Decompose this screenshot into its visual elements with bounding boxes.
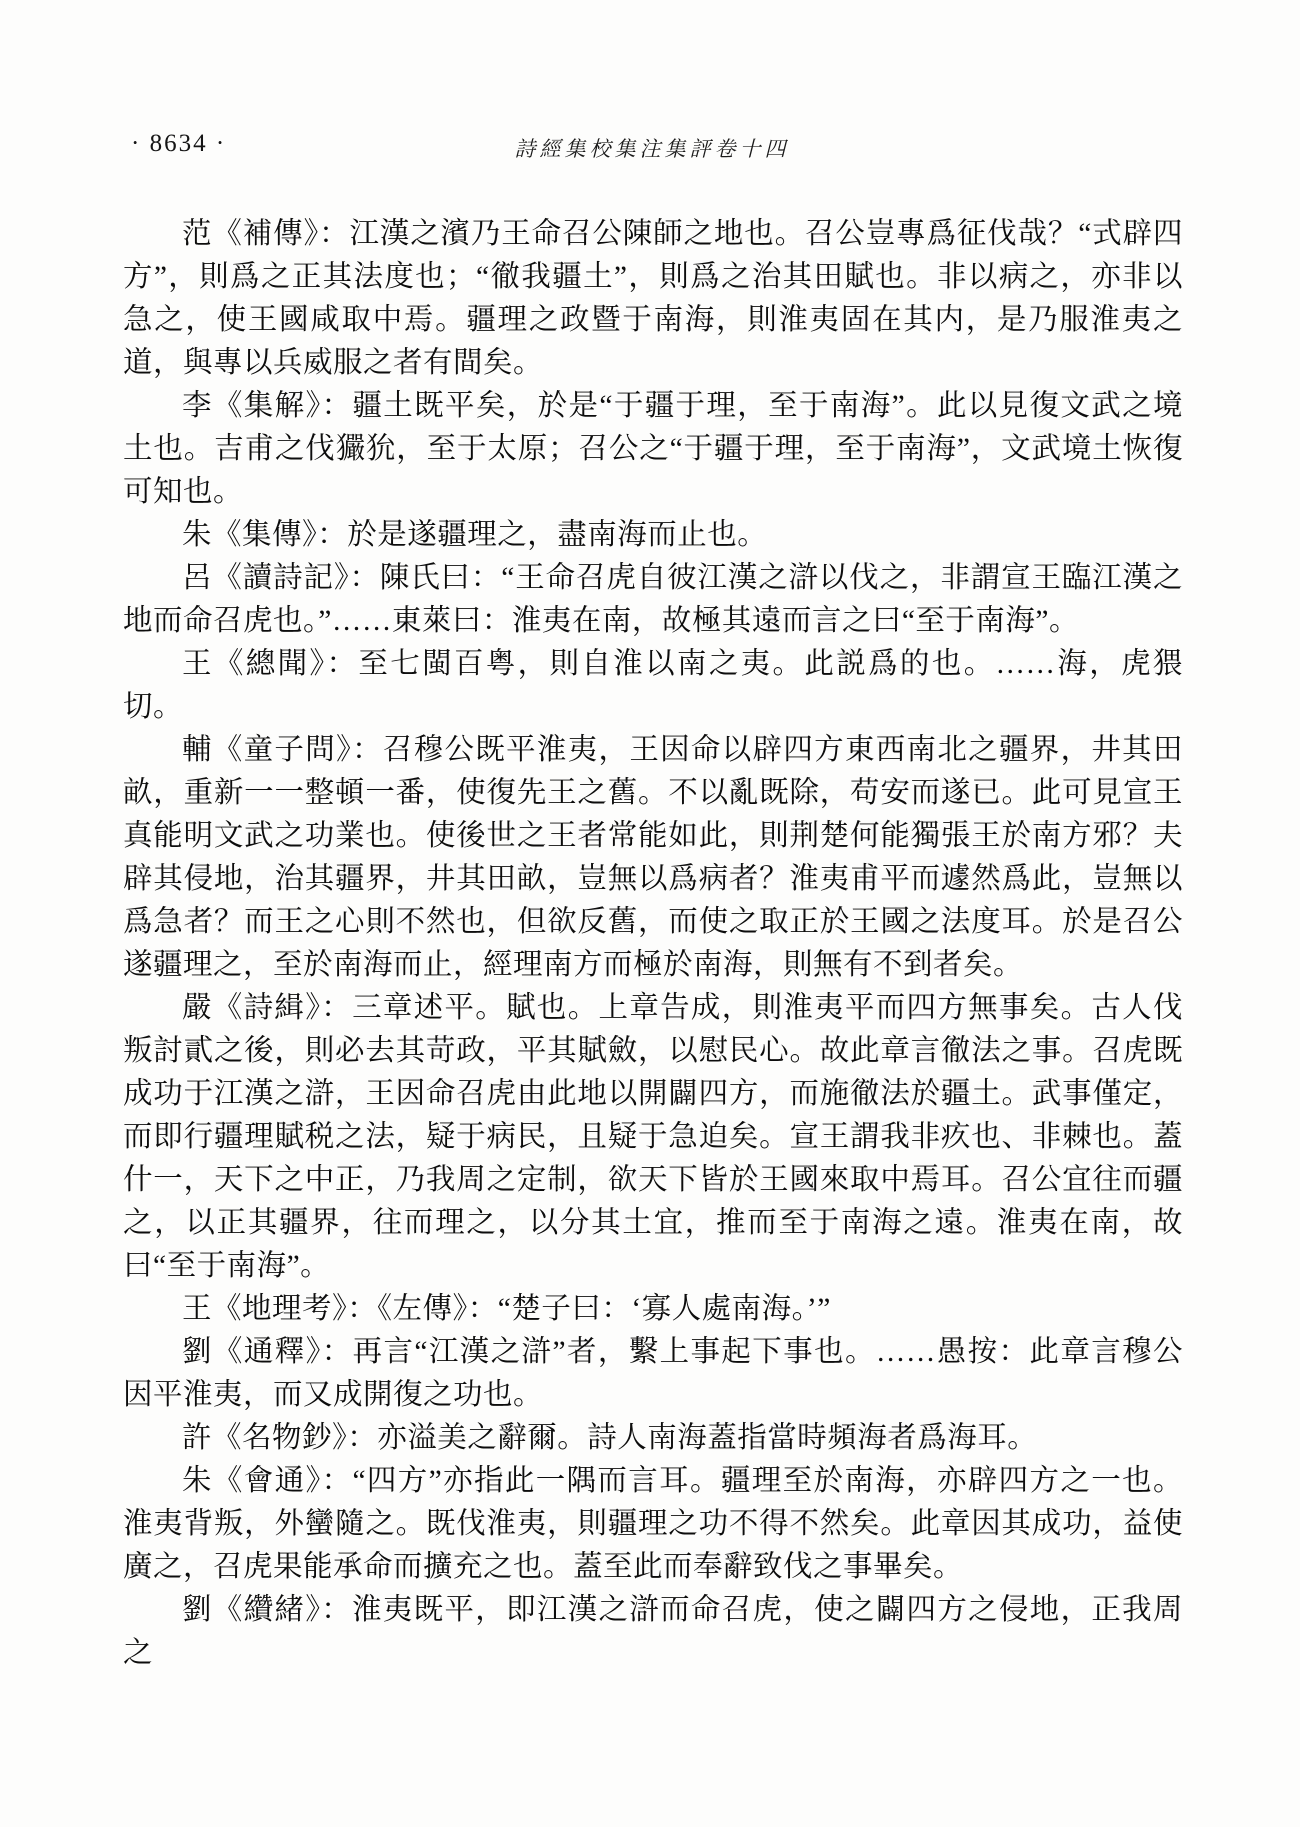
- commentary-paragraph: 朱《集傳》：於是遂疆理之，盡南海而止也。: [182, 519, 768, 551]
- commentary-paragraph: 王《總聞》：至七閩百粤，則自淮以南之夷。此説爲的也。……海，虎猥切。: [123, 648, 1183, 723]
- commentary-paragraph: 許《名物鈔》：亦溢美之辭爾。詩人南海蓋指當時頻海者爲海耳。: [182, 1422, 1038, 1454]
- commentary-paragraph: 李《集解》：疆土既平矣，於是“于疆于理，至于南海”。此以見復文武之境土也。吉甫之伐玁狁，至于太原；召公之“于疆于理，至于南海”，文武境土恢復可知也。: [123, 390, 1183, 508]
- commentary-paragraph: 輔《童子問》：召穆公既平淮夷，王因命以辟四方東西南北之疆界，井其田畝，重新一一整頓一番，使復先王之舊。不以亂既除，苟安而遂已。此可見宣王真能明文武之功業也。使後世之王者常能如此，則荆楚何能獨張王於南方邪？夫辟其侵地，治其疆界，井其田畝，豈無以爲病者？淮夷甫平而遽然爲此，豈無以爲急者？而王之心則不然也，但欲反舊，而使之取正於王國之法度耳。於是召公遂疆理之，至於南海而止，經理南方而極於南海，則無有不到者矣。: [123, 734, 1183, 981]
- commentary-paragraph: 劉《纘緒》：淮夷既平，即江漢之滸而命召虎，使之闢四方之侵地，正我周之: [123, 1594, 1183, 1669]
- running-header: [123, 126, 1181, 162]
- commentary-paragraph: 呂《讀詩記》：陳氏曰：“王命召虎自彼江漢之滸以伐之，非謂宣王臨江漢之地而命召虎也。”……東萊曰：淮夷在南，故極其遠而言之曰“至于南海”。: [123, 562, 1183, 637]
- commentary-paragraph: 劉《通釋》：再言“江漢之滸”者，繫上事起下事也。……愚按：此章言穆公因平淮夷，而又成開復之功也。: [123, 1336, 1183, 1411]
- commentary-paragraph: 范《補傳》：江漢之濱乃王命召公陳師之地也。召公豈專爲征伐哉？“式辟四方”，則爲之正其法度也；“徹我疆土”，則爲之治其田賦也。非以病之，亦非以急之，使王國咸取中焉。疆理之政暨于南海，則淮夷固在其内，是乃服淮夷之道，與專以兵威服之者有間矣。: [123, 218, 1183, 379]
- commentary-paragraph: 嚴《詩緝》：三章述平。賦也。上章告成，則淮夷平而四方無事矣。古人伐叛討貳之後，則必去其苛政，平其賦斂，以慰民心。故此章言徹法之事。召虎既成功于江漢之滸，王因命召虎由此地以開闢四方，而施徹法於疆土。武事僅定，而即行疆理賦税之法，疑于病民，且疑于急迫矣。宣王謂我非疚也、非棘也。蓋什一，天下之中正，乃我周之定制，欲天下皆於王國來取中焉耳。召公宜往而疆之，以正其疆界，往而理之，以分其土宜，推而至于南海之遠。淮夷在南，故曰“至于南海”。: [123, 992, 1183, 1282]
- running-title: 詩經集校集注集評卷十四: [514, 137, 790, 161]
- body-text: [123, 213, 1183, 1675]
- page-number: · 8634 ·: [131, 130, 227, 157]
- commentary-paragraph: 王《地理考》：《左傳》：“楚子曰：‘寡人處南海。’”: [182, 1293, 831, 1325]
- commentary-paragraph: 朱《會通》：“四方”亦指此一隅而言耳。疆理至於南海，亦辟四方之一也。淮夷背叛，外蠻隨之。既伐淮夷，則疆理之功不得不然矣。此章因其成功，益使廣之，召虎果能承命而擴充之也。蓋至此而奉辭致伐之事畢矣。: [123, 1465, 1183, 1583]
